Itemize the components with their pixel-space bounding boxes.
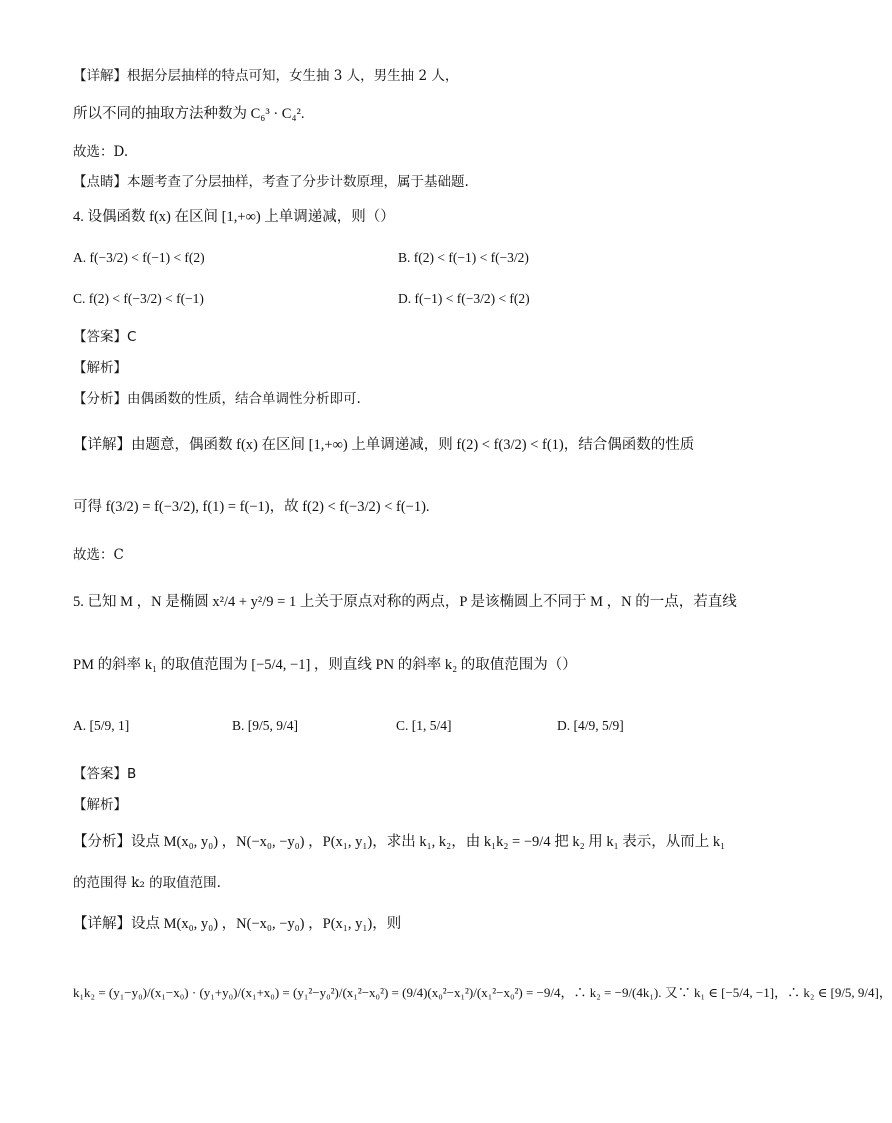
q4-option-c: C. f(2) < f(−3/2) < f(−1) xyxy=(73,291,204,306)
q4-option-d: D. f(−1) < f(−3/2) < f(2) xyxy=(398,291,530,306)
q4-analysis-heading: 【解析】 xyxy=(73,360,127,376)
q5-detail-1: 【详解】设点 M(x₀, y₀) ，N(−x₀, −y₀) ，P(x₁, y₁)，则 xyxy=(73,916,402,932)
q5-analysis-heading: 【解析】 xyxy=(73,797,127,813)
q5-answer: 【答案】B xyxy=(73,766,137,782)
detail-q3-text: 【详解】根据分层抽样的特点可知，女生抽 3 人，男生抽 2 人， xyxy=(73,68,459,84)
q5-analysis-1: 【分析】设点 M(x₀, y₀) ，N(−x₀, −y₀) ，P(x₁, y₁)，求出 k₁, k₂，由 k₁k₂ = −9/4 把 k₂ 用 k₁ 表示，从而上 k₁ xyxy=(73,834,726,850)
q5-option-b: B. [9/5, 9/4] xyxy=(232,718,298,733)
note-q3: 【点睛】本题考查了分层抽样，考查了分步计数原理，属于基础题. xyxy=(73,174,469,190)
q4-detail-2: 可得 f(3/2) = f(−3/2), f(1) = f(−1)，故 f(2) < f(−3/2) < f(−1). xyxy=(73,499,430,515)
q5-detail-2: k₁k₂ = (y₁−y₀)/(x₁−x₀) · (y₁+y₀)/(x₁+x₀) = (y₁²−y₀²)/(x₁²−x₀²) = (9/4)(x₀²−x₁²)/(x₁²−x₀²) = −9/4，∴ k₂ = −9/(4k₁). 又∵ k₁ ∈ [−5/4, −1]，∴ k₂ ∈ [9/5, 9/4]， xyxy=(73,985,892,1000)
detail-q3-formula: 所以不同的抽取方法种数为 C₆³ · C₄². xyxy=(73,106,305,122)
q4-detail-1: 【详解】由题意，偶函数 f(x) 在区间 [1,+∞) 上单调递减，则 f(2) < f(3/2) < f(1)，结合偶函数的性质 xyxy=(73,437,695,453)
q4-choice: 故选：C xyxy=(73,547,124,563)
q4-analysis: 【分析】由偶函数的性质，结合单调性分析即可. xyxy=(73,391,361,407)
choice-q3: 故选：D. xyxy=(73,144,129,160)
question-5-line-2: PM 的斜率 k₁ 的取值范围为 [−5/4, −1] ，则直线 PN 的斜率 k₂ 的取值范围为（） xyxy=(73,657,577,673)
q4-answer: 【答案】C xyxy=(73,329,137,345)
q5-analysis-2: 的范围得 k₂ 的取值范围. xyxy=(73,875,221,891)
q5-option-c: C. [1, 5/4] xyxy=(396,718,452,733)
q5-option-a: A. [5/9, 1] xyxy=(73,718,130,733)
question-4: 4. 设偶函数 f(x) 在区间 [1,+∞) 上单调递减，则（） xyxy=(73,209,395,225)
question-5-line-1: 5. 已知 M ，N 是椭圆 x²/4 + y²/9 = 1 上关于原点对称的两点，P 是该椭圆上不同于 M ，N 的一点，若直线 xyxy=(73,594,737,610)
q4-option-b: B. f(2) < f(−1) < f(−3/2) xyxy=(398,250,529,265)
q4-option-a: A. f(−3/2) < f(−1) < f(2) xyxy=(73,250,205,265)
q5-option-d: D. [4/9, 5/9] xyxy=(557,718,624,733)
